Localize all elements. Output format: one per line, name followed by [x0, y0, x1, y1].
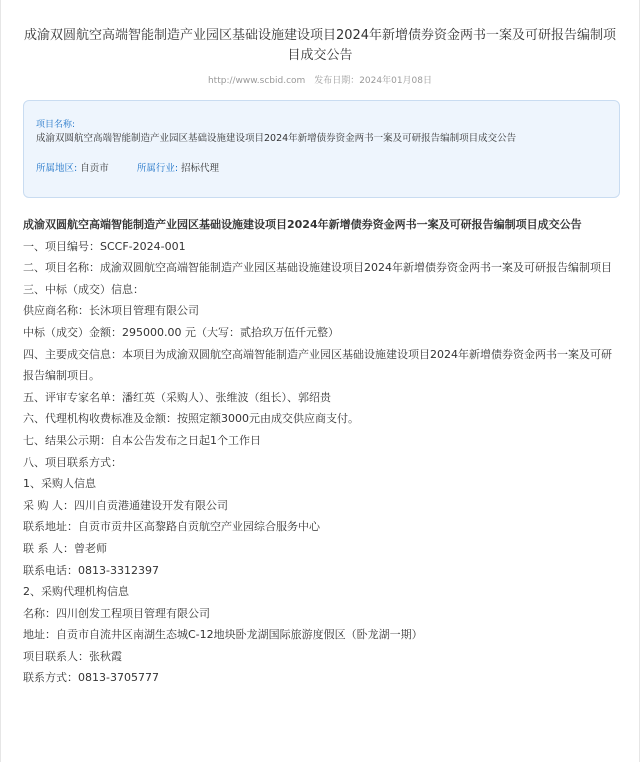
region-label: 所属地区:: [36, 163, 78, 174]
body-line: 1、采购人信息: [23, 477, 96, 491]
source-url[interactable]: http://www.scbid.com: [207, 76, 306, 86]
industry-value: 招标代理: [181, 163, 220, 174]
publish-date: 2024年01月08日: [359, 76, 433, 86]
project-name-label: 项目名称:: [36, 120, 76, 130]
region-value: 自贡市: [80, 163, 109, 174]
publish-date-label: 发布日期：: [314, 76, 360, 86]
body-line: 联系电话：0813-3312397: [23, 563, 159, 577]
body-line: 四、主要成交信息：本项目为成渝双圆航空高端智能制造产业园区基础设施建设项目2024年新增债券资金两书一案及可研报告编制项目。: [23, 347, 612, 383]
body-line: 联 系 人：曾老师: [23, 541, 107, 555]
project-meta-row: [36, 162, 607, 176]
body-line: 五、评审专家名单：潘红英（采购人）、张维波（组长）、郭绍贵: [23, 390, 331, 404]
announcement-body: [23, 214, 621, 689]
article-meta: [1, 74, 639, 88]
body-line: 采 购 人：四川自贡港通建设开发有限公司: [23, 498, 228, 512]
body-line: 七、结果公示期：自本公告发布之日起1个工作日: [23, 433, 261, 447]
body-line: 一、项目编号：SCCF-2024-001: [23, 239, 186, 253]
body-line: 中标（成交）金额：295000.00 元（大写：贰拾玖万伍仟元整）: [23, 325, 339, 339]
project-name-value: 成渝双圆航空高端智能制造产业园区基础设施建设项目2024年新增债券资金两书一案及可研报告编制项目成交公告: [36, 133, 517, 144]
body-line: 地址：自贡市自流井区南湖生态城C-12地块卧龙湖国际旅游度假区（卧龙湖一期）: [23, 628, 423, 642]
industry-label: 所属行业:: [136, 163, 179, 174]
body-line: 二、项目名称：成渝双圆航空高端智能制造产业园区基础设施建设项目2024年新增债券资金两书一案及可研报告编制项目: [23, 261, 612, 275]
body-line: 联系地址：自贡市贡井区高黎路自贡航空产业园综合服务中心: [23, 520, 320, 534]
body-line: 三、中标（成交）信息：: [23, 282, 144, 296]
body-line: 六、代理机构收费标准及金额：按照定额3000元由成交供应商支付。: [23, 412, 359, 426]
project-info-box: [23, 100, 620, 198]
body-line: 2、采购代理机构信息: [23, 585, 129, 599]
body-heading: 成渝双圆航空高端智能制造产业园区基础设施建设项目2024年新增债券资金两书一案及可研报告编制项目成交公告: [23, 218, 582, 231]
body-line: 八、项目联系方式：: [23, 455, 122, 469]
body-line: 名称：四川创发工程项目管理有限公司: [23, 606, 210, 620]
body-line: 联系方式：0813-3705777: [23, 671, 159, 685]
body-line: 项目联系人：张秋霞: [23, 649, 122, 663]
body-line: 供应商名称：长沐项目管理有限公司: [23, 304, 199, 318]
page-title: 成渝双圆航空高端智能制造产业园区基础设施建设项目2024年新增债券资金两书一案及可研报告编制项目成交公告: [23, 28, 617, 63]
